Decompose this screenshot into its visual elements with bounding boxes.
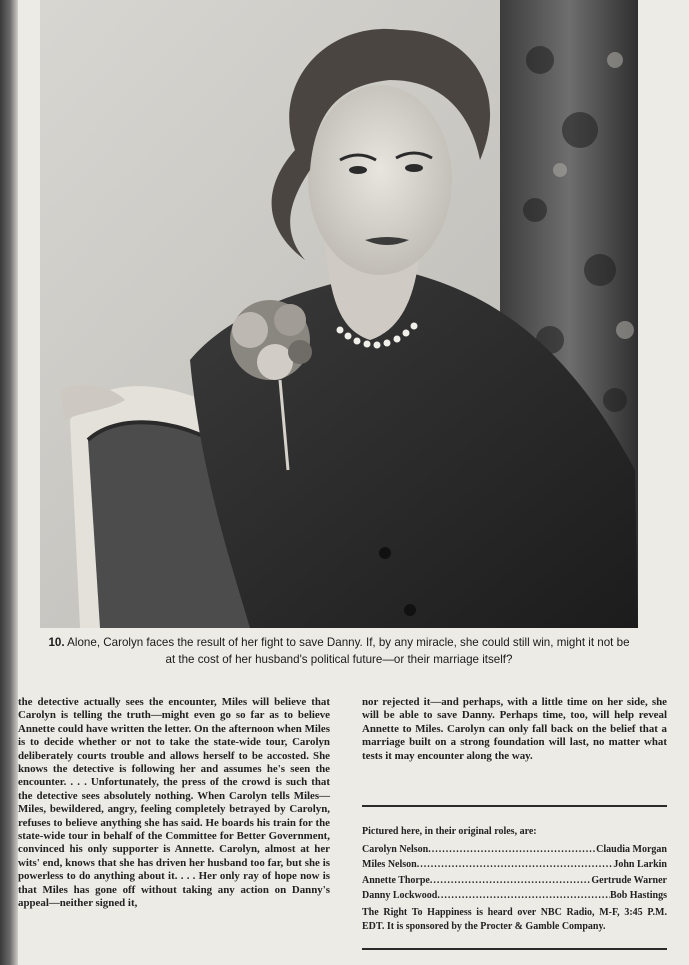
divider-top: [362, 805, 667, 807]
cast-actor: Gertrude Warner: [591, 874, 667, 886]
cast-row: [362, 888, 667, 903]
page-gutter: [0, 0, 18, 965]
sponsor-note: The Right To Happiness is heard over NBC Radio, M-F, 3:45 P.M. EDT. It is sponsored by the Procter & Gamble Company.: [362, 907, 667, 932]
cast-row: [362, 842, 667, 857]
cast-list: [362, 824, 667, 903]
cast-actor: John Larkin: [613, 859, 667, 871]
caption-text: Alone, Carolyn faces the result of her fight to save Danny. If, by any miracle, she could still win, might it not be at the cost of her husband's political future—or their marriage itself?: [67, 636, 630, 666]
article-text-right: nor rejected it—and perhaps, with a little time on her side, she will be able to save Danny. Perhaps time, too, will help reveal Annette to Miles. Carolyn can only fall back on the belief that a marriage built on a strong foundation will last, no matter what tests it may encounter along the way.: [362, 696, 667, 762]
cast-role: Annette Thorpe: [362, 874, 430, 886]
cast-actor: Claudia Morgan: [596, 844, 667, 856]
magazine-page: [18, 0, 689, 965]
cast-title: Pictured here, in their original roles, are:: [362, 826, 537, 837]
cast-actor: Bob Hastings: [610, 889, 667, 901]
divider-bottom: [362, 948, 667, 950]
cast-role: Miles Nelson: [362, 859, 417, 871]
cast-row: [362, 873, 667, 888]
cast-role: Danny Lockwood: [362, 889, 438, 901]
article-column-right: [362, 696, 667, 763]
photo-caption: [48, 634, 630, 668]
cast-row: [362, 857, 667, 872]
cast-role: Carolyn Nelson: [362, 844, 429, 856]
caption-number: 10.: [48, 636, 65, 649]
article-text-left: the detective actually sees the encounter, Miles will believe that Carolyn is telling the truth—might even go so far as to believe Annette could have written the letter. On the afternoon when Miles is to decide whether or not to take the state-wide tour, Carolyn deliberately courts trouble and allows herself to be accosted. She knows the detective is following her and assumes he's seen the encounter. . . . Unfortunately, the press of the crowd is such that the detective sees absolutely nothing. When Carolyn tells Miles—Miles, bewildered, angry, feeling completely betrayed by Carolyn, refuses to believe anything she has said. He boards his train for the state-wide tour in behalf of the Committee for Better Government, convinced his only supporter is Annette. Carolyn, almost at her wits' end, knows that she has driven her husband too far, but she is powerless to do anything about it. . . . Her only ray of hope now is that Miles has gone off without taking any action on Danny's appeal—neither signed it,: [18, 696, 330, 910]
portrait-photo: [40, 0, 638, 628]
article-column-left: [18, 696, 330, 911]
